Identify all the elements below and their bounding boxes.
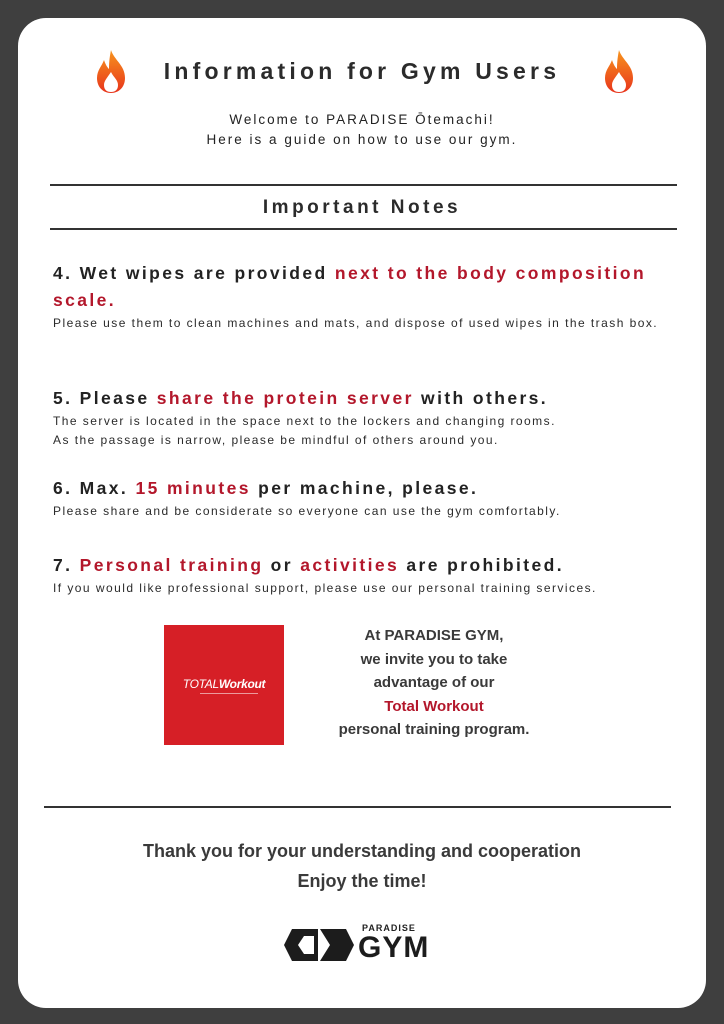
page-title: Information for Gym Users [163,58,561,84]
logo-mark-icon [284,927,354,963]
note-body: Please use them to clean machines and mats, and dispose of used wipes in the trash box. [53,316,659,330]
welcome-text [18,110,706,150]
note-heading [53,260,693,314]
divider [44,806,671,808]
note-heading-text: 7. [53,555,80,575]
promo-highlight: Total Workout [384,697,484,715]
note-heading-text: 5. Please [53,388,157,408]
total-workout-wordmark [183,677,265,691]
enjoy-line: Enjoy the time! [297,871,427,891]
note-highlight: 15 minutes [135,478,251,498]
note-highlight: share the protein server [156,388,414,408]
note-5 [53,385,693,450]
welcome-line: Here is a guide on how to use our gym. [206,132,518,147]
note-heading-text: or [263,555,301,575]
note-4 [53,260,693,333]
note-highlight: next to the body composition scale. [53,263,647,310]
brand-small-text: PARADISE [362,923,416,933]
thanks-message [18,836,706,896]
note-heading-text: 4. Wet wipes are provided [53,263,335,283]
promo-line: advantage of our [373,674,495,691]
paradise-gym-logo [284,922,444,970]
note-heading [53,475,693,502]
note-7 [53,552,693,598]
promo-line: we invite you to take [360,650,508,668]
divider [50,184,677,186]
logo-text: TOTAL [182,676,219,691]
note-heading-text: are prohibited. [399,555,564,575]
note-highlight: activities [300,555,400,575]
note-heading [53,385,693,412]
note-heading-text: per machine, please. [250,478,479,498]
header [18,48,706,85]
logo-underline [200,693,258,694]
note-heading [53,552,693,579]
thanks-line: Thank you for your understanding and cooperation [142,841,582,861]
total-workout-logo [164,625,284,745]
welcome-line: Welcome to PARADISE Ōtemachi! [229,112,495,127]
logo-text: Workout [218,676,266,691]
flame-icon [94,48,128,94]
divider [50,228,677,230]
notice-card [18,18,706,1008]
note-highlight: Personal training [79,555,264,575]
flame-icon [602,48,636,94]
note-body: As the passage is narrow, please be mindful of others around you. [53,433,499,447]
note-6 [53,475,693,521]
note-body: The server is located in the space next to the lockers and changing rooms. [53,414,556,428]
note-body: If you would like professional support, please use our personal training services. [53,581,597,595]
brand-name: GYM [358,931,430,964]
promo-text [314,624,554,742]
promo-line: personal training program. [338,721,530,738]
note-body: Please share and be considerate so everyone can use the gym comfortably. [53,504,561,518]
section-title: Important Notes [262,197,462,218]
promo-line: At PARADISE GYM, [364,627,504,644]
note-heading-text: with others. [413,388,549,408]
note-heading-text: 6. Max. [53,478,136,498]
